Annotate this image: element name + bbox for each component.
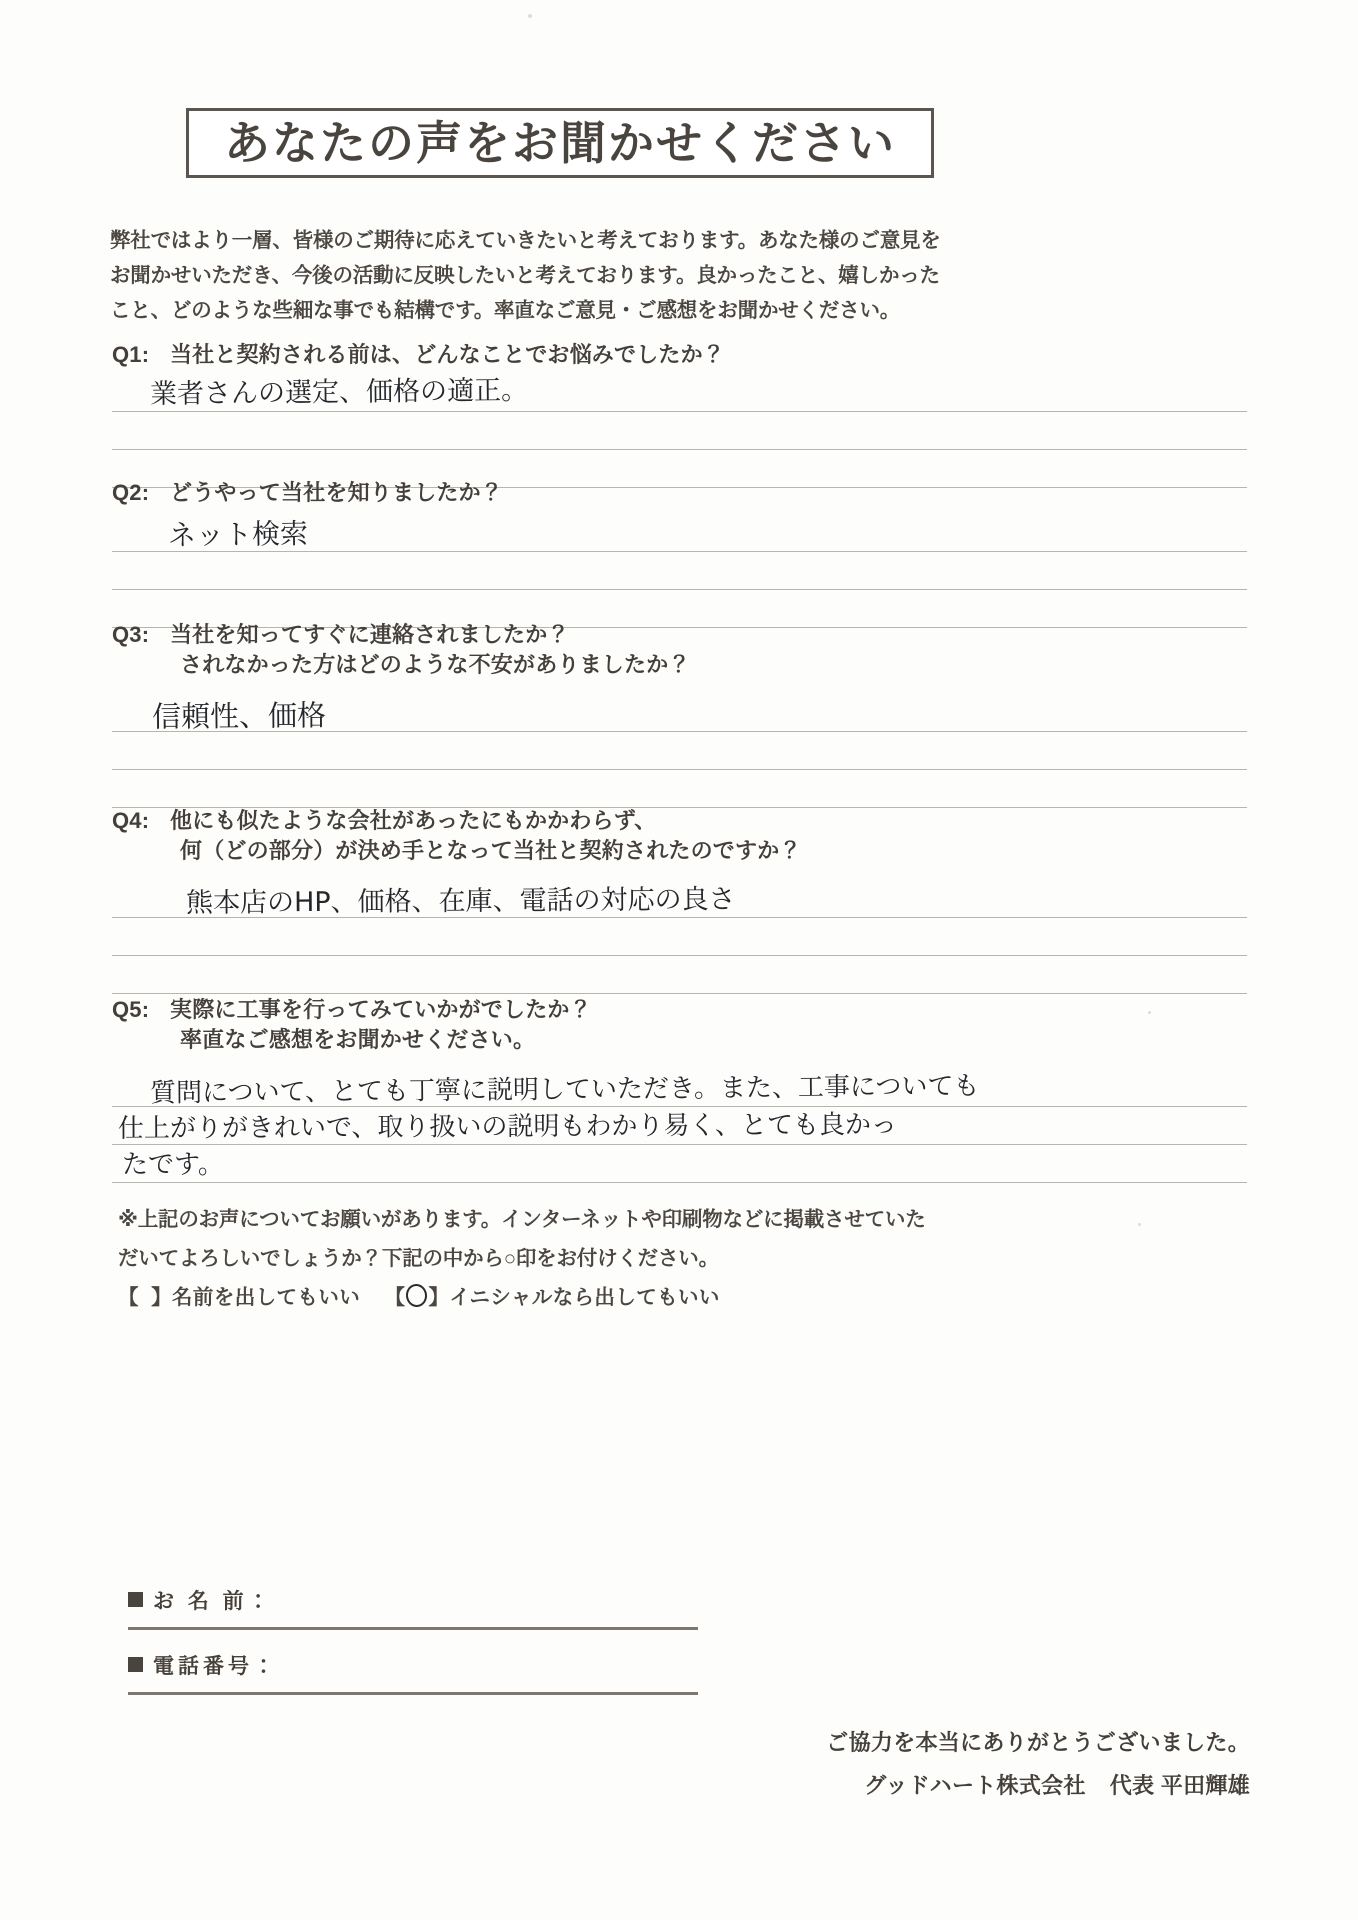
rule-line [112,993,1247,994]
q1-label: Q1: [112,342,150,367]
rule-line [112,411,1247,412]
question-q2 [112,478,1262,508]
q1-prompt-line-1 [112,340,1262,370]
q3-text-1: 当社を知ってすぐに連絡されましたか？ [170,622,570,647]
question-q1 [112,340,1262,370]
phone-label-text: 電話番号： [153,1655,278,1678]
option-1-mark-slot[interactable] [139,1286,151,1309]
q3-answer-rules[interactable] [112,731,1247,808]
q4-prompt-line-2: 何（どの部分）が決め手となって当社と契約されたのですか？ [180,837,802,863]
bullet-square-icon [128,1657,143,1672]
consent-line-2: だいてよろしいでしょうか？下記の中から○印をお付けください。 [118,1246,719,1270]
consent-line-1: ※上記のお声についてお願いがあります。インターネットや印刷物などに掲載させていた [118,1208,926,1231]
q1-answer-rules[interactable] [112,411,1247,488]
q5-label: Q5: [112,997,150,1022]
name-label-text: お 名 前： [153,1590,273,1613]
q3-label: Q3: [112,622,150,647]
consent-option-1[interactable] [118,1286,366,1309]
consent-option-2[interactable] [385,1286,720,1309]
phone-field-label [128,1650,708,1680]
option-2-bracket-close: 】 [428,1285,450,1309]
phone-field-rule [128,1692,698,1695]
q4-text-1: 他にも似たような会社があったにもかかわらず、 [170,808,657,833]
q2-label: Q2: [112,480,150,505]
rule-line [112,589,1247,590]
option-1-bracket-close: 】 [151,1285,173,1309]
intro-line-3: こと、どのような些細な事でも結構です。率直なご意見・ご感想をお聞かせください。 [110,298,901,322]
rule-line [112,1182,1247,1183]
q5-text-1: 実際に工事を行ってみていかがでしたか？ [170,997,592,1022]
consent-choices [118,1283,1268,1314]
name-field-label [128,1585,708,1615]
bullet-square-icon [128,1592,143,1607]
consent-section [118,1205,1268,1321]
footer-rep-name: 平田輝雄 [1160,1773,1250,1798]
scan-speck [528,14,532,18]
footer-company-name: グッドハート株式会社 [864,1773,1086,1798]
name-field-group[interactable] [128,1585,708,1630]
q4-label: Q4: [112,808,150,833]
q5-answer-handwriting-line-3: たです。 [122,1150,224,1180]
rule-line [112,449,1247,450]
footer-thanks: ご協力を本当にありがとうございました。 [826,1730,1250,1755]
question-q5 [112,995,1262,1054]
q5-answer-handwriting-line-1: 質問について、とても丁寧に説明していただき。また、工事についても [149,1071,980,1109]
q2-prompt-line-1 [112,478,1262,508]
footer-rep-title: 代表 [1109,1773,1155,1798]
q3-answer-handwriting: 信頼性、価格 [151,698,327,734]
q4-prompt-line-1 [112,806,1262,836]
rule-line [112,769,1247,770]
question-q3 [112,620,1262,679]
page-title: あなたの声をお聞かせください [224,117,896,169]
q1-answer-handwriting: 業者さんの選定、価格の適正。 [149,375,529,410]
q3-prompt-line-2: されなかった方はどのような不安がありましたか？ [180,651,691,677]
name-field-rule [128,1627,698,1630]
q5-prompt-line-2: 率直なご感想をお聞かせください。 [180,1026,536,1052]
q4-answer-handwriting: 熊本店のHP、価格、在庫、電話の対応の良さ [185,884,736,919]
option-1-bracket-open: 【 [118,1285,139,1309]
intro-line-1: 弊社ではより一層、皆様のご期待に応えていきたいと考えております。あなた様のご意見を [110,229,941,252]
option-1-label: 名前を出してもいい [172,1285,361,1309]
intro-paragraph [110,226,1250,331]
q2-answer-rules[interactable] [112,551,1247,628]
phone-field-group[interactable] [128,1650,708,1695]
q5-prompt-line-1 [112,995,1262,1025]
footer-company-line [826,1769,1250,1800]
question-q4 [112,806,1262,865]
option-2-label: イニシャルなら出してもいい [449,1285,720,1309]
q4-answer-rules[interactable] [112,917,1247,994]
intro-line-2: お聞かせいただき、今後の活動に反映したいと考えております。良かったこと、嬉しかった [110,263,940,287]
option-2-bracket-open: 【 [384,1285,406,1309]
footer-signature [826,1726,1250,1812]
q5-answer-handwriting-line-2: 仕上がりがきれいで、取り扱いの説明もわかり易く、とても良かっ [117,1109,898,1145]
rule-line [112,955,1247,956]
q2-answer-handwriting: ネット検索 [167,517,309,552]
q1-text-1: 当社と契約される前は、どんなことでお悩みでしたか？ [170,342,726,367]
q3-prompt-line-1 [112,620,1262,650]
q2-text-1: どうやって当社を知りましたか？ [170,480,504,505]
circle-mark-icon [405,1282,429,1308]
page-title-box [186,108,934,178]
